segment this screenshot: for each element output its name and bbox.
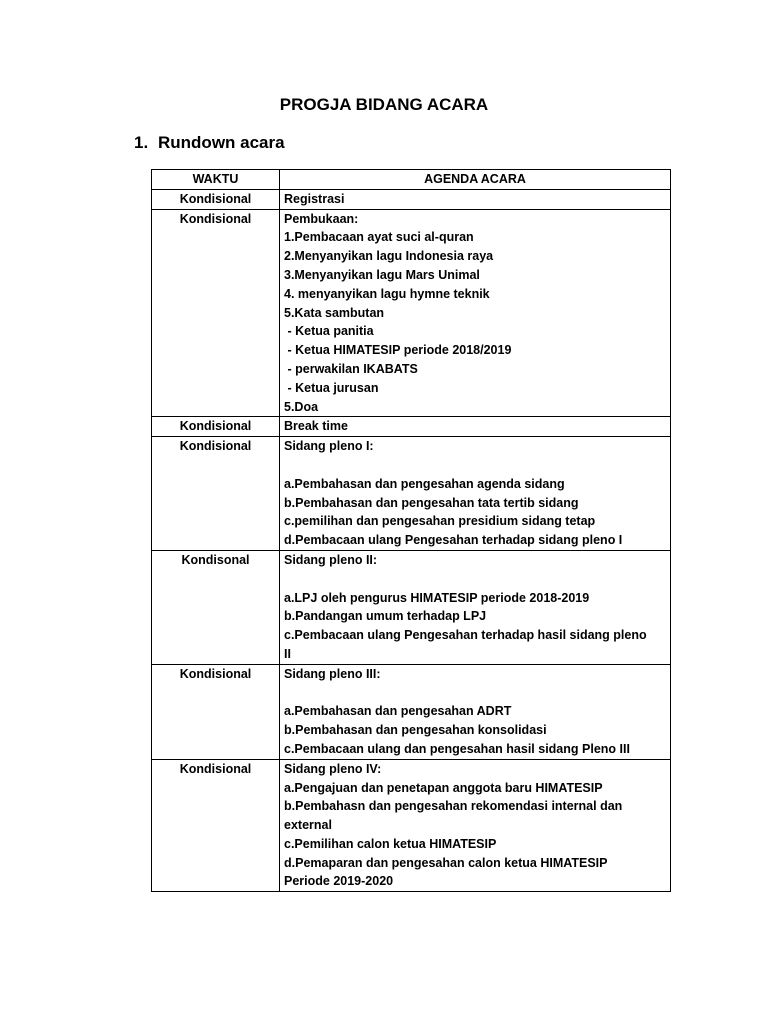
agenda-line: b.Pembahasan dan pengesahan tata tertib sidang <box>284 495 579 510</box>
header-waktu: WAKTU <box>152 170 280 190</box>
agenda-line: external <box>284 818 332 833</box>
agenda-cell <box>280 189 671 209</box>
agenda-line: 3.Menyanyikan lagu Mars Unimal <box>284 267 480 282</box>
waktu-cell: Kondisonal <box>152 550 280 664</box>
agenda-line: Periode 2019-2020 <box>284 874 394 889</box>
agenda-line: 4. menyanyikan lagu hymne teknik <box>284 286 490 301</box>
rundown-table <box>151 169 671 892</box>
section-title: Rundown acara <box>158 133 285 152</box>
waktu-cell: Kondisional <box>152 437 280 551</box>
section-heading <box>134 133 285 153</box>
document-title: PROGJA BIDANG ACARA <box>279 95 489 114</box>
agenda-line: 2.Menyanyikan lagu Indonesia raya <box>284 249 494 264</box>
agenda-line: - Ketua jurusan <box>284 380 379 395</box>
waktu-cell: Kondisional <box>152 759 280 892</box>
agenda-line: II <box>284 646 291 661</box>
agenda-cell <box>280 759 671 892</box>
agenda-line: a.LPJ oleh pengurus HIMATESIP periode 2018-2019 <box>284 590 590 605</box>
agenda-line: 1.Pembacaan ayat suci al-quran <box>284 230 474 245</box>
table-header-row <box>152 170 671 190</box>
waktu-cell: Kondisional <box>152 189 280 209</box>
table-row <box>152 189 671 209</box>
section-number: 1. <box>134 133 149 152</box>
agenda-line <box>284 456 666 475</box>
agenda-line: a.Pembahasan dan pengesahan ADRT <box>284 704 512 719</box>
table-row <box>152 664 671 759</box>
agenda-cell <box>280 664 671 759</box>
agenda-line: Sidang pleno III: <box>284 666 381 681</box>
table-row <box>152 759 671 892</box>
table-row <box>152 437 671 551</box>
agenda-line: Registrasi <box>284 191 345 206</box>
agenda-line <box>284 684 666 703</box>
agenda-line: b.Pembahasn dan pengesahan rekomendasi internal dan <box>284 799 623 814</box>
agenda-line: - perwakilan IKABATS <box>284 361 418 376</box>
agenda-line: c.Pemilihan calon ketua HIMATESIP <box>284 836 497 851</box>
agenda-cell <box>280 209 671 417</box>
agenda-line: b.Pandangan umum terhadap LPJ <box>284 609 487 624</box>
agenda-line: d.Pemaparan dan pengesahan calon ketua HIMATESIP <box>284 855 608 870</box>
waktu-cell: Kondisional <box>152 664 280 759</box>
agenda-line: b.Pembahasan dan pengesahan konsolidasi <box>284 723 547 738</box>
agenda-line: - Ketua panitia <box>284 324 374 339</box>
agenda-cell <box>280 417 671 437</box>
table-row <box>152 417 671 437</box>
table-row <box>152 209 671 417</box>
waktu-cell: Kondisional <box>152 209 280 417</box>
agenda-line: Sidang pleno II: <box>284 552 378 567</box>
agenda-line: Sidang pleno I: <box>284 439 374 454</box>
agenda-line: a.Pengajuan dan penetapan anggota baru HIMATESIP <box>284 780 603 795</box>
agenda-cell <box>280 550 671 664</box>
agenda-line: Sidang pleno IV: <box>284 761 382 776</box>
agenda-cell <box>280 437 671 551</box>
agenda-line: a.Pembahasan dan pengesahan agenda sidang <box>284 476 565 491</box>
agenda-line <box>284 570 666 589</box>
agenda-line: c.pemilihan dan pengesahan presidium sidang tetap <box>284 514 596 529</box>
table-row <box>152 550 671 664</box>
agenda-line: - Ketua HIMATESIP periode 2018/2019 <box>284 343 512 358</box>
agenda-line: c.Pembacaan ulang dan pengesahan hasil sidang Pleno III <box>284 741 630 756</box>
agenda-line: c.Pembacaan ulang Pengesahan terhadap hasil sidang pleno <box>284 628 647 643</box>
agenda-line: d.Pembacaan ulang Pengesahan terhadap sidang pleno I <box>284 533 623 548</box>
agenda-line: 5.Kata sambutan <box>284 305 385 320</box>
rundown-body <box>152 189 671 891</box>
agenda-line: Break time <box>284 419 348 434</box>
waktu-cell: Kondisional <box>152 417 280 437</box>
agenda-line: Pembukaan: <box>284 211 359 226</box>
header-agenda: AGENDA ACARA <box>280 170 671 190</box>
agenda-line: 5.Doa <box>284 399 319 414</box>
